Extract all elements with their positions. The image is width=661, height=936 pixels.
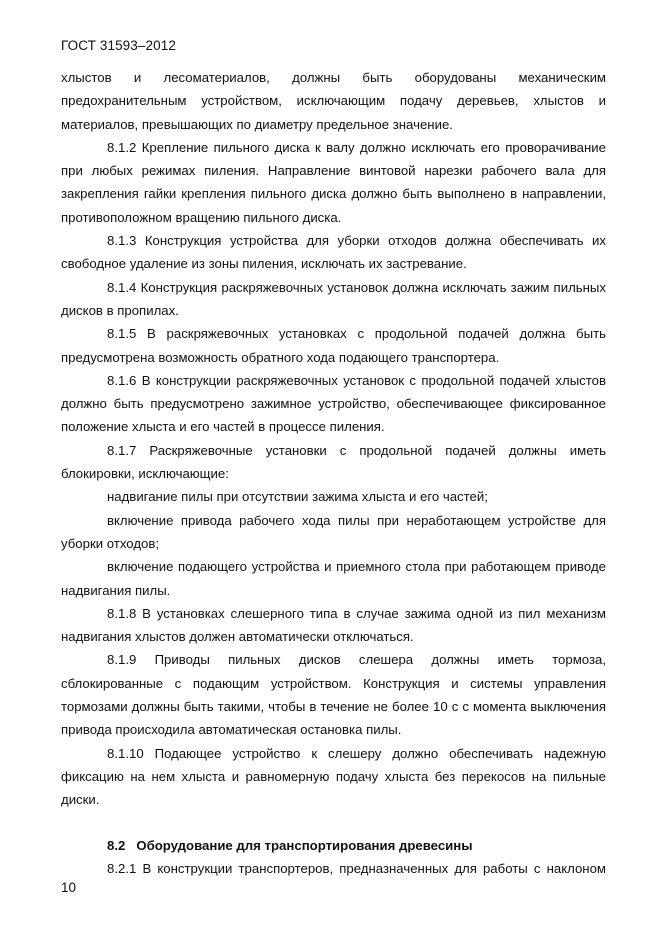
- list-item-blocking-1: надвигание пилы при отсутствии зажима хлыста и его частей;: [107, 489, 488, 505]
- paragraph-8-1-4: 8.1.4 Конструкция раскряжевочных установок должна исключать зажим пильных дисков в пропилах.: [61, 279, 606, 318]
- paragraph-8-1-5: 8.1.5 В раскряжевочных установках с продольной подачей должна быть предусмотрена возможность обратного хода подающего транспортера.: [61, 326, 606, 365]
- paragraph-8-1-6: 8.1.6 В конструкции раскряжевочных установок с продольной подачей хлыстов должно быть предусмотрено зажимное устройство, обеспечивающее фиксированное положение хлыста и его частей в процессе пиления.: [61, 372, 606, 435]
- page-number: 10: [61, 880, 77, 895]
- list-item-blocking-2: включение привода рабочего хода пилы при неработающем устройстве для уборки отходов;: [61, 512, 606, 551]
- paragraph-8-1-9: 8.1.9 Приводы пильных дисков слешера должны иметь тормоза, сблокированные с подающим устройством. Конструкция и системы управления тормозами должны быть такими, чтобы в течение не более 10 с с момента выключения привода происходила автоматическая остановка пилы.: [61, 652, 606, 738]
- paragraph-8-1-3: 8.1.3 Конструкция устройства для уборки отходов должна обеспечивать их свободное удаление из зоны пиления, исключать их застревание.: [61, 233, 606, 272]
- paragraph-8-1-7: 8.1.7 Раскряжевочные установки с продольной подачей должны иметь блокировки, исключающие:: [61, 442, 606, 482]
- paragraph-continuation: хлыстов и лесоматериалов, должны быть оборудованы механическим предохранительным устройством, исключающим подачу деревьев, хлыстов и материалов, превышающих по диаметру предельное значение.: [61, 70, 606, 132]
- document-header: ГОСТ 31593–2012: [61, 38, 176, 53]
- section-heading-8-2: 8.2 Оборудование для транспортирования древесины: [107, 837, 473, 853]
- document-body: [61, 66, 606, 880]
- paragraph-8-1-8: 8.1.8 В установках слешерного типа в случае зажима одной из пил механизм надвигания хлыстов должен автоматически отключаться.: [61, 605, 606, 645]
- paragraph-8-1-10: 8.1.10 Подающее устройство к слешеру должно обеспечивать надежную фиксацию на нем хлыста и равномерную подачу хлыста без перекосов на пильные диски.: [61, 745, 606, 808]
- paragraph-8-1-2: 8.1.2 Крепление пильного диска к валу должно исключать его проворачивание при любых режимах пиления. Направление винтовой нарезки рабочего вала для закрепления гайки крепления пильного диска должно быть выполнено в направлении, противоположном вращению пильного диска.: [61, 139, 606, 225]
- list-item-blocking-3: включение подающего устройства и приемного стола при работающем приводе надвигания пилы.: [61, 559, 606, 598]
- paragraph-8-2-1: 8.2.1 В конструкции транспортеров, предназначенных для работы с наклоном: [107, 860, 606, 876]
